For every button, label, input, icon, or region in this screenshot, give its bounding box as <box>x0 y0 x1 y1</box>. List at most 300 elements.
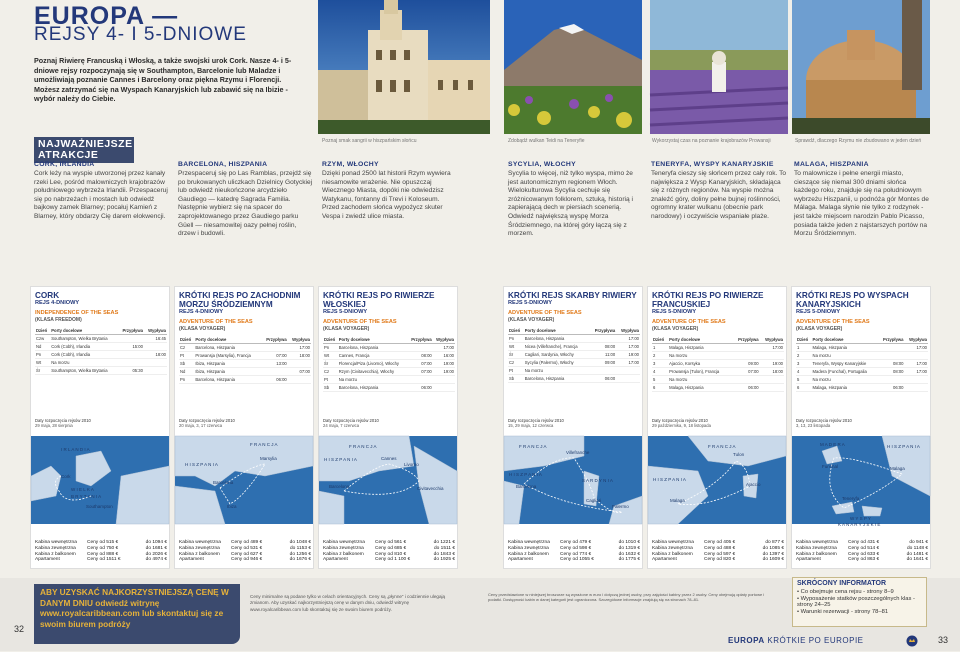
itinerary-cell: 08:00 <box>878 360 905 368</box>
itinerary-cell: Przypływa <box>589 327 616 335</box>
price-to: do 1676 € <box>289 557 311 563</box>
ship-name: ADVENTURE OF THE SEAS <box>652 319 726 325</box>
itinerary-cell: Porty docelowe <box>668 336 732 344</box>
itinerary-cell <box>408 344 433 352</box>
promo-text: ABY UZYSKAĆ NAJKORZYSTNIEJSZĄ CENĘ W DANYM DNIU odwiedź witrynę www.royalcaribbean.com lub skontaktuj się ze swoim biurem podróży <box>40 587 229 629</box>
lavender-image <box>650 0 788 134</box>
itinerary-cell: 05:30 <box>118 367 144 375</box>
price-table <box>652 540 784 563</box>
itinerary-cell: Przypływa <box>261 336 287 344</box>
itinerary-cell: Cork (Cobh), Irlandia <box>50 351 118 359</box>
itinerary-cell: Barcelona, Hiszpania <box>338 384 408 392</box>
itinerary-cell: Na morzu <box>338 376 408 384</box>
cabin-type: Kabina zewnętrzna <box>323 545 364 551</box>
cabin-type: Kabina z balkonem <box>323 551 364 557</box>
itinerary-cell: 4 <box>796 368 812 376</box>
price-row <box>179 557 311 563</box>
itinerary-cell: Wypływa <box>144 327 167 335</box>
map-svg <box>648 436 786 524</box>
cruise-title: KRÓTKI REJS PO RIWIERZE FRANCUSKIEJ <box>652 291 764 309</box>
price-from: Ceny od 750 € <box>87 545 119 551</box>
itinerary-cell: Malaga, Hiszpania <box>668 384 732 392</box>
itinerary-cell <box>905 352 928 360</box>
itinerary-row <box>179 336 311 344</box>
itinerary-cell <box>905 384 928 392</box>
itinerary-cell: Barcelona, Hiszpania <box>524 335 590 343</box>
price-table <box>179 540 311 563</box>
itinerary-table <box>35 327 167 375</box>
photo-malaga-cathedral <box>318 0 490 134</box>
price-from: Ceny od 597 € <box>704 551 736 557</box>
departure-dates: 3, 13, 23 listopada <box>796 423 831 428</box>
page-number-right: 33 <box>938 635 949 645</box>
ship-name: ADVENTURE OF THE SEAS <box>323 319 397 325</box>
route-map <box>319 436 457 524</box>
itinerary-cell: Wypływa <box>433 336 455 344</box>
highlight-title: RZYM, WŁOCHY <box>322 161 379 168</box>
map-label: Malaga <box>890 466 905 471</box>
itinerary-cell: Malaga, Hiszpania <box>668 344 732 352</box>
ship-class: (KLASA VOYAGER) <box>179 326 226 332</box>
map-label: Cannes <box>381 456 397 461</box>
price-from: Ceny od 431 € <box>848 540 880 545</box>
itinerary-cell: 17:00 <box>905 368 928 376</box>
price-to: do 1632 € <box>618 551 640 557</box>
shortcut-item[interactable]: • Wyposażenie statków poszczególnych klas - strony 24–25 <box>797 595 915 609</box>
footer-section <box>728 636 864 645</box>
itinerary-cell: Pt <box>508 367 524 375</box>
itinerary-cell <box>144 343 167 351</box>
volcano-image <box>504 0 642 134</box>
cabin-type: Kabina wewnętrzna <box>323 540 365 545</box>
itinerary-table <box>323 336 455 392</box>
itinerary-cell <box>878 344 905 352</box>
itinerary-cell <box>261 368 287 376</box>
price-from: Ceny od 561 € <box>375 540 407 545</box>
price-to: do 1256 € <box>289 551 311 557</box>
promo-box[interactable] <box>34 584 240 644</box>
pricing-note-2: Ceny przedstawione w niniejszej broszurze są wyrażone w euro i dotyczą jednej osoby, przy zajętości kabiny przez 2 osoby. Ceny obejmują opłaty portowe i podatki. Dostępność kabin w danej kategorii jest ograniczona. Szczegółowe informacje znajdują się na stronach 78–81. <box>488 592 765 603</box>
itinerary-cell: Prowansja (Marsylia), Francja <box>194 352 261 360</box>
map-label: K A N A R Y J S K I E <box>838 522 881 527</box>
itinerary-cell <box>878 376 905 384</box>
map-label: H I S Z P A N I A <box>653 477 686 482</box>
itinerary-cell: Na morzu <box>668 352 732 360</box>
price-from: Ceny od 685 € <box>375 545 407 551</box>
map-label: Ibiza <box>227 504 237 509</box>
itinerary-row <box>652 360 784 368</box>
ship-name: ADVENTURE OF THE SEAS <box>179 319 253 325</box>
ship-class: (KLASA VOYAGER) <box>508 317 555 323</box>
map-label: W I E L K A <box>71 487 94 492</box>
itinerary-row <box>323 336 455 344</box>
itinerary-cell: 18:00 <box>288 352 311 360</box>
itinerary-cell: Wypływa <box>616 327 640 335</box>
itinerary-row <box>323 360 455 368</box>
itinerary-cell: Porty docelowe <box>50 327 118 335</box>
price-to: do 2026 € <box>145 551 167 557</box>
itinerary-row <box>323 376 455 384</box>
departure-label: Daty rozpoczęcia rejsów 2010 <box>323 418 379 423</box>
intro-text: Poznaj Riwierę Francuską i Włoską, a także swojski urok Cork. Nasze 4- i 5-dniowe rejsy rozpoczynają się w Southampton, Barcelonie lub Maladze i umożliwiają poznanie Cannes i Barcelony oraz piękna Rzymu i Florencji. Możesz zatrzymać się na Wyspach Kanaryjskich lub zabawić się na Ibizie - wybór należy do Ciebie. <box>34 56 292 103</box>
route-map <box>648 436 786 524</box>
price-row <box>652 557 784 563</box>
cabin-type: Apartament <box>35 557 60 563</box>
map-label: I R L A N D I A <box>61 447 90 452</box>
departure-label: Daty rozpoczęcia rejsów 2010 <box>179 418 235 423</box>
price-from: Ceny od 863 € <box>848 557 880 563</box>
itinerary-row <box>796 384 928 392</box>
price-to: do 1609 € <box>762 557 784 563</box>
cruise-card-italian-riviera[interactable] <box>318 286 458 569</box>
itinerary-cell: Pn <box>179 376 194 384</box>
route-map <box>175 436 313 524</box>
route-map <box>504 436 642 524</box>
map-label: Cork <box>61 474 71 479</box>
itinerary-cell: Śr <box>323 360 338 368</box>
pricing-note: Ceny minimalne są podane tylko w celach orientacyjnych. Ceny są „płynne” i codziennie ulegają zmianom. Aby uzyskać najkorzystniejszą cenę w danym dniu, odwiedź witrynę www.royalcaribbean.com lub skontaktuj się ze swoim biurem podróży. <box>250 594 446 612</box>
departure-dates: 24 maja, 7 czerwca <box>323 423 360 428</box>
itinerary-row <box>652 336 784 344</box>
cabin-type: Apartament <box>179 557 204 563</box>
itinerary-cell: Cagliari, Sardynia, Włochy <box>524 351 590 359</box>
price-to: do 941 € <box>909 540 928 545</box>
itinerary-cell: Na morzu <box>524 367 590 375</box>
itinerary-row <box>179 368 311 376</box>
departure-dates: 29 października, 9, 18 listopada <box>652 423 711 428</box>
itinerary-row <box>35 343 167 351</box>
price-to: do 1221 € <box>433 540 455 545</box>
highlight-title: SYCYLIA, WŁOCHY <box>508 161 576 168</box>
itinerary-cell <box>905 376 928 384</box>
map-label: Tulon <box>733 452 745 457</box>
itinerary-cell: Ibiza, Hiszpania <box>194 360 261 368</box>
cabin-type: Kabina z balkonem <box>35 551 76 557</box>
itinerary-row <box>35 359 167 367</box>
price-row <box>35 557 167 563</box>
map-label: Villefranche <box>566 450 590 455</box>
itinerary-cell <box>288 376 311 384</box>
itinerary-cell: Wt <box>323 352 338 360</box>
itinerary-cell <box>732 344 760 352</box>
price-from: Ceny od 1 100 € <box>375 557 411 563</box>
itinerary-cell <box>589 335 616 343</box>
itinerary-row <box>508 375 640 383</box>
map-label: Southampton <box>86 504 113 509</box>
itinerary-cell: 1 <box>652 344 668 352</box>
photo-caption: Wykorzystaj czas na poznanie krajobrazów Prowansji <box>652 138 771 144</box>
route-map <box>792 436 930 527</box>
itinerary-cell <box>732 352 760 360</box>
itinerary-cell <box>288 360 311 368</box>
price-to: do 1048 € <box>289 540 311 545</box>
cruise-length: REJS 5-DNIOWY <box>323 309 368 315</box>
itinerary-cell: 13:00 <box>261 360 287 368</box>
itinerary-row <box>508 327 640 335</box>
highlight-title: BARCELONA, HISZPANIA <box>178 161 268 168</box>
itinerary-cell: 15:00 <box>118 343 144 351</box>
ship-name: ADVENTURE OF THE SEAS <box>508 310 582 316</box>
itinerary-cell: 06:00 <box>878 384 905 392</box>
itinerary-cell: Pn <box>35 351 50 359</box>
cruise-cards <box>30 286 930 569</box>
itinerary-cell: Cz <box>508 359 524 367</box>
itinerary-cell: Na morzu <box>812 352 878 360</box>
price-to: do 877 € <box>765 540 784 545</box>
itinerary-cell <box>589 367 616 375</box>
cabin-type: Kabina zewnętrzna <box>35 545 76 551</box>
itinerary-row <box>796 376 928 384</box>
price-from: Ceny od 888 € <box>87 551 119 557</box>
itinerary-cell: Na morzu <box>50 359 118 367</box>
itinerary-row <box>508 359 640 367</box>
price-to: do 1085 € <box>762 545 784 551</box>
cruise-title: KRÓTKI REJS PO WYSPACH KANARYJSKICH <box>796 291 909 309</box>
itinerary-cell: Dzień <box>179 336 194 344</box>
itinerary-row <box>35 351 167 359</box>
departure-dates: 20 maja, 3, 17 czerwca <box>179 423 223 428</box>
map-label: W Y S P Y <box>850 516 871 521</box>
highlight-malaga <box>794 161 930 239</box>
itinerary-cell: 18:00 <box>144 351 167 359</box>
itinerary-cell: 06:00 <box>589 375 616 383</box>
itinerary-row <box>323 368 455 376</box>
price-to: do 1094 € <box>145 540 167 545</box>
itinerary-cell: Przypływa <box>878 336 905 344</box>
map-label: S A R D Y N I A <box>582 478 613 483</box>
itinerary-cell: 09:00 <box>589 359 616 367</box>
itinerary-row <box>35 335 167 343</box>
section-subtitle: KRÓTKIE PO EUROPIE <box>767 636 864 645</box>
price-to: do 1397 € <box>762 551 784 557</box>
price-from: Ceny od 489 € <box>231 540 263 545</box>
page-title: EUROPA — <box>34 2 179 30</box>
map-label: H I S Z P A N I A <box>509 472 542 477</box>
itinerary-cell <box>616 375 640 383</box>
price-to: do 1775 € <box>618 557 640 563</box>
itinerary-cell: Rzym (Civitavecchia), Włochy <box>338 368 408 376</box>
itinerary-cell: Porty docelowe <box>338 336 408 344</box>
itinerary-row <box>652 384 784 392</box>
itinerary-cell <box>118 351 144 359</box>
itinerary-cell: 2 <box>652 352 668 360</box>
itinerary-cell: Pn <box>323 344 338 352</box>
itinerary-cell: Wypływa <box>760 336 784 344</box>
itinerary-cell: 17:00 <box>905 360 928 368</box>
cabin-type: Kabina zewnętrzna <box>652 545 693 551</box>
map-label: Barcelona <box>213 480 234 485</box>
cruise-card-riviera-treasures[interactable] <box>503 286 643 569</box>
itinerary-cell: 08:00 <box>878 368 905 376</box>
highlight-barcelona <box>178 161 314 239</box>
cathedral-image <box>318 0 490 134</box>
itinerary-cell: Barcelona, Hiszpania <box>194 344 261 352</box>
itinerary-cell <box>144 367 167 375</box>
itinerary-cell: Przypływa <box>732 336 760 344</box>
price-to: do 1481 € <box>906 551 928 557</box>
cabin-type: Kabina z balkonem <box>652 551 693 557</box>
itinerary-cell: Sb <box>179 360 194 368</box>
highlight-text: Teneryfa cieszy się słońcem przez cały rok. To największa z Wysp Kanaryjskich, składająca się z różnych regionów. Na wyspie można znaleźć góry, doliny pełne bujnej roślinności, ogromny krater wulkanu (obecnie park narodowy) i oczywiście wspaniałe plaże. <box>651 170 787 220</box>
itinerary-cell <box>118 359 144 367</box>
ship-class: (KLASA FREEDOM) <box>35 317 82 323</box>
itinerary-cell: Cork (Cobh), Irlandia <box>50 343 118 351</box>
itinerary-row <box>508 335 640 343</box>
itinerary-cell: Sycylia (Palermo), Włochy <box>524 359 590 367</box>
cruise-card-french-riviera[interactable] <box>647 286 787 569</box>
price-table <box>35 540 167 563</box>
itinerary-cell: Porty docelowe <box>524 327 590 335</box>
shortcut-item[interactable]: • Warunki rezerwacji - strony 78–81 <box>797 608 889 615</box>
map-label: F R A N C J A <box>708 444 736 449</box>
cabin-type: Kabina z balkonem <box>796 551 837 557</box>
price-from: Ceny od 1055 € <box>560 557 594 563</box>
price-from: Ceny od 1511 € <box>87 557 121 563</box>
highlight-text: Cork leży na wyspie utworzonej przez kanały rzeki Lee, pośród malowniczych krajobrazów południowego wybrzeża Irlandii. Przespaceruj się po nabrzeżach i mostach lub odwiedź bajkowy zamek Blarney; pocałuj Kamień z Blarney, który obdarzy Cię darem elokwencji. <box>34 170 168 220</box>
itinerary-cell: 19:00 <box>433 368 455 376</box>
itinerary-row <box>323 384 455 392</box>
itinerary-row <box>179 376 311 384</box>
itinerary-cell: 17:00 <box>905 344 928 352</box>
cruise-card-western-med[interactable] <box>174 286 314 569</box>
cabin-type: Apartament <box>323 557 348 563</box>
itinerary-cell: Dzień <box>323 336 338 344</box>
price-to: do 1843 € <box>433 551 455 557</box>
highlight-title: TENERYFA, WYSPY KANARYJSKIE <box>651 161 774 168</box>
itinerary-cell: Porty docelowe <box>812 336 878 344</box>
cabin-type: Apartament <box>796 557 821 563</box>
itinerary-cell <box>144 359 167 367</box>
cruise-card-canary-islands[interactable] <box>791 286 931 569</box>
itinerary-row <box>796 344 928 352</box>
page-subtitle: REJSY 4- I 5-DNIOWE <box>34 24 247 45</box>
price-from: Ceny od 598 € <box>560 545 592 551</box>
itinerary-cell: Pt <box>323 376 338 384</box>
castle-image <box>792 0 930 134</box>
itinerary-cell: Barcelona, Hiszpania <box>194 376 261 384</box>
highlight-text: Przespaceruj się po Las Ramblas, przejdź się po brukowanych uliczkach Dzielnicy Gotyckiej lub odwiedź nieukończone arcydzieło Gaudiego — katedrę Sagrada Familia. Następnie wybierz się na spacer do zaprojektowanego przez Gaudiego parku Güell — niesamowitej oazy pełnej roślin, drzew i budowli. <box>178 170 313 238</box>
price-to: do 1319 € <box>618 545 640 551</box>
price-from: Ceny od 820 € <box>704 557 736 563</box>
ship-class: (KLASA VOYAGER) <box>323 326 370 332</box>
itinerary-row <box>796 360 928 368</box>
itinerary-cell: Prowansja (Tulon), Francja <box>668 368 732 376</box>
price-from: Ceny od 774 € <box>560 551 592 557</box>
cruise-length: REJS 5-DNIOWY <box>796 309 841 315</box>
cruise-length: REJS 5-DNIOWY <box>652 309 697 315</box>
photo-teide-volcano <box>504 0 642 134</box>
itinerary-row <box>35 367 167 375</box>
itinerary-row <box>796 368 928 376</box>
itinerary-row <box>652 368 784 376</box>
itinerary-cell: Ibiza, Hiszpania <box>194 368 261 376</box>
itinerary-cell: Florencja/Piza (Livorno), Włochy <box>338 360 408 368</box>
map-label: F R A N C J A <box>519 444 547 449</box>
shortcut-item[interactable]: • Co obejmuje cena rejsu - strony 8–9 <box>797 589 894 595</box>
itinerary-cell: 18:00 <box>760 368 784 376</box>
map-label: F R A N C J A <box>349 444 377 449</box>
cruise-card-cork[interactable] <box>30 286 170 569</box>
itinerary-table <box>508 327 640 383</box>
itinerary-row <box>35 327 167 335</box>
itinerary-cell <box>118 335 144 343</box>
itinerary-cell: Barcelona, Hiszpania <box>338 344 408 352</box>
itinerary-cell: Wypływa <box>288 336 311 344</box>
price-from: Ceny od 810 € <box>375 551 407 557</box>
itinerary-cell: 5 <box>652 376 668 384</box>
highlight-sicily <box>508 161 644 239</box>
itinerary-row <box>796 336 928 344</box>
map-label: M A D E R A <box>820 442 845 447</box>
itinerary-cell: 16:45 <box>144 335 167 343</box>
map-svg <box>319 436 457 524</box>
map-svg <box>31 436 169 524</box>
itinerary-cell: Przypływa <box>408 336 433 344</box>
itinerary-cell: Śr <box>508 351 524 359</box>
itinerary-cell <box>261 344 287 352</box>
itinerary-cell: Śr <box>35 367 50 375</box>
itinerary-row <box>652 352 784 360</box>
highlight-text: Dzięki ponad 2500 lat historii Rzym wywiera niesamowite wrażenie. Nie opuszczaj Wiecznego Miasta, dopóki nie odwiedzisz Watykanu, fontanny di Trevi i Koloseum. Przed zachodem słońca wypożycz skuter Vespa i zwiedź ulice miasta. <box>322 170 451 220</box>
itinerary-cell: Nicea (Villefranche), Francja <box>524 343 590 351</box>
itinerary-cell: Southampton, Wielka Brytania <box>50 335 118 343</box>
itinerary-table <box>796 336 928 392</box>
shortcuts-title: SKRÓCONY INFORMATOR <box>797 580 887 587</box>
price-table <box>796 540 928 563</box>
itinerary-cell: Southampton, Wielka Brytania <box>50 367 118 375</box>
itinerary-cell: 11:00 <box>589 351 616 359</box>
itinerary-row <box>179 344 311 352</box>
highlight-text: Sycylia to więcej, niż tylko wyspa, mimo że jest autonomicznym regionem Włoch. Wielokulturowa Sycylia cechuje się zróżnicowanym folklorem, sztuką, historią i zapierającą dech w piersiach scenerią. Odwiedź największą wyspę Morza Śródziemnego, na której góry łączą się z morzem. <box>508 170 633 238</box>
price-to: do 1153 € <box>290 545 311 551</box>
itinerary-cell: Na morzu <box>812 376 878 384</box>
map-label: Malaga <box>670 498 685 503</box>
price-row <box>796 557 928 563</box>
itinerary-cell: 2 <box>796 352 812 360</box>
price-from: Ceny od 627 € <box>231 551 263 557</box>
itinerary-cell: 07:00 <box>408 360 433 368</box>
cabin-type: Kabina z balkonem <box>179 551 220 557</box>
itinerary-cell: 6 <box>796 384 812 392</box>
price-to: do 1641 € <box>906 557 928 563</box>
map-label: H I S Z P A N I A <box>185 462 218 467</box>
itinerary-cell: 06:00 <box>261 376 287 384</box>
itinerary-row <box>508 367 640 375</box>
itinerary-cell: 06:00 <box>408 384 433 392</box>
itinerary-cell: 17:00 <box>288 344 311 352</box>
map-label: Marsylia <box>260 456 277 461</box>
itinerary-cell <box>760 384 784 392</box>
ship-name: INDEPENDENCE OF THE SEAS <box>35 310 119 316</box>
price-table <box>508 540 640 563</box>
photo-caption: Zdobądź wulkan Teidi na Teneryfie <box>508 138 585 144</box>
itinerary-cell: Nd <box>35 343 50 351</box>
itinerary-row <box>179 352 311 360</box>
itinerary-cell <box>760 352 784 360</box>
price-table <box>323 540 455 563</box>
photo-provence-lavender <box>650 0 788 134</box>
itinerary-row <box>508 343 640 351</box>
itinerary-cell: 07:00 <box>408 368 433 376</box>
itinerary-cell: Czw <box>35 335 50 343</box>
price-to: do 1511 € <box>434 545 455 551</box>
itinerary-row <box>179 360 311 368</box>
map-label: H I S Z P A N I A <box>324 457 357 462</box>
cabin-type: Kabina zewnętrzna <box>508 545 549 551</box>
itinerary-cell: 3 <box>796 360 812 368</box>
price-from: Ceny od 479 € <box>560 540 592 545</box>
map-label: H I S Z P A N I A <box>887 444 920 449</box>
